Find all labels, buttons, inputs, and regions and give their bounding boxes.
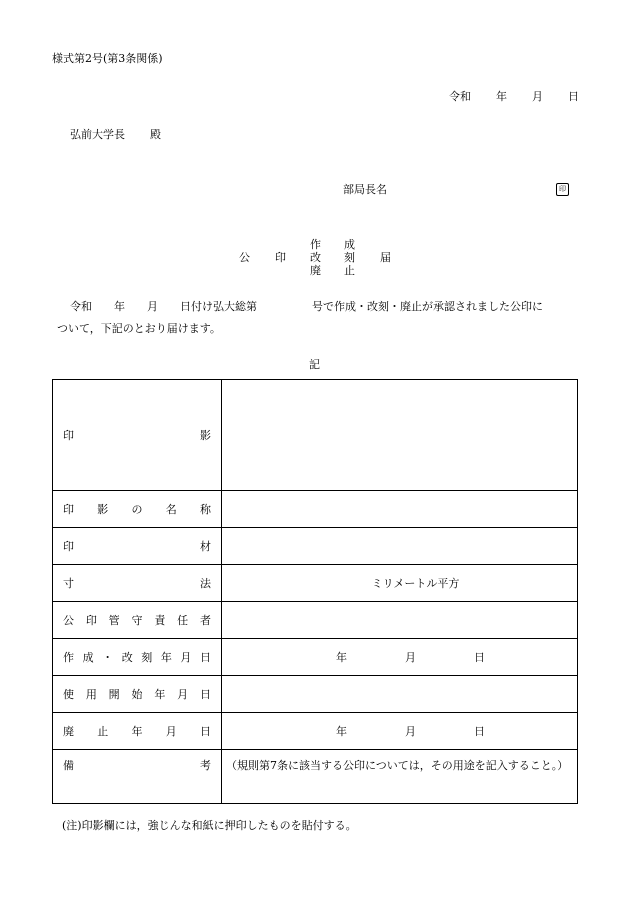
date-day: 日 (568, 90, 579, 103)
label-char: 刻 (141, 651, 153, 664)
custodian-field[interactable] (222, 602, 578, 639)
label-char: 成 (82, 651, 94, 664)
abolish-date-field[interactable] (222, 713, 578, 750)
title-char: 印 (275, 251, 286, 264)
remarks-instruction: （規則第7条に該当する公印については，その用途を記入すること。） (226, 759, 569, 772)
table-row (53, 639, 578, 676)
creation-date-field[interactable] (222, 639, 578, 676)
title-char: 刻 (344, 251, 355, 264)
dimensions-field[interactable] (222, 565, 578, 602)
label-char: 改 (121, 651, 133, 664)
body-line-2: ついて，下記のとおり届けます。 (57, 322, 221, 335)
row-label-dimensions (53, 565, 222, 602)
label-char: 日 (199, 651, 211, 664)
label-char: 公 (63, 614, 74, 627)
label-char: 年 (160, 651, 172, 664)
date-year-mark: 年 (336, 725, 347, 738)
row-label-custodian (53, 602, 222, 639)
table-row (53, 602, 578, 639)
label-char: 者 (199, 614, 211, 627)
label-char: 始 (131, 688, 143, 701)
title-char: 廃 (310, 264, 321, 277)
label-char: 印 (85, 614, 97, 627)
label-char: 名 (165, 503, 177, 516)
row-label-creation-date (53, 639, 222, 676)
row-label-seal-name (53, 491, 222, 528)
seal-impression-field[interactable] (222, 380, 578, 491)
seal-mark-text: 印 (556, 183, 569, 196)
row-label-seal-material (53, 528, 222, 565)
label-char: 材 (200, 540, 211, 553)
row-label-remarks (53, 750, 222, 804)
label-char: 月 (177, 688, 189, 701)
table-row (53, 528, 578, 565)
row-label-start-date (53, 676, 222, 713)
title-left (239, 249, 286, 265)
label-char: 印 (63, 540, 74, 553)
table-row (53, 491, 578, 528)
addressee-honorific: 殿 (150, 128, 161, 141)
label-char: 月 (165, 725, 177, 738)
label-char: 開 (108, 688, 120, 701)
label-char: 責 (154, 614, 166, 627)
label-char: 止 (97, 725, 109, 738)
label-char: 任 (177, 614, 189, 627)
date-line (449, 88, 579, 104)
label-char: 日 (199, 688, 211, 701)
title-char: 作 (310, 238, 321, 251)
label-char: 影 (97, 503, 109, 516)
date-year: 年 (496, 90, 507, 103)
label-char: ・ (102, 651, 114, 664)
title-char: 改 (310, 251, 321, 264)
date-day-mark: 日 (474, 651, 485, 664)
addressee-name: 弘前大学長 (70, 128, 125, 141)
table-row (53, 380, 578, 491)
seal-detail-table (52, 379, 578, 804)
date-day-mark: 日 (474, 725, 485, 738)
seal-material-field[interactable] (222, 528, 578, 565)
label-char: 廃 (63, 725, 74, 738)
addressee (70, 126, 161, 142)
title-right: 届 (380, 251, 391, 264)
label-char: 寸 (63, 577, 74, 590)
label-char: 管 (108, 614, 120, 627)
label-char: 影 (200, 429, 211, 442)
label-char: 日 (200, 725, 211, 738)
date-era: 令和 (449, 90, 471, 103)
date-month-mark: 月 (405, 725, 416, 738)
label-char: 備 (63, 759, 74, 772)
title-char: 成 (344, 238, 355, 251)
title-char: 止 (344, 264, 355, 277)
table-row (53, 565, 578, 602)
label-char: 守 (131, 614, 143, 627)
label-char: 用 (85, 688, 97, 701)
body-line-1: 令和 年 月 日付け弘大総第 号で作成・改刻・廃止が承認されました公印に (70, 300, 543, 313)
label-char: 作 (63, 651, 74, 664)
label-char: 使 (63, 688, 74, 701)
title-char: 公 (239, 251, 250, 264)
remarks-field[interactable] (222, 750, 578, 804)
footnote: (注)印影欄には，強じんな和紙に押印したものを貼付する。 (62, 819, 357, 832)
date-month-mark: 月 (405, 651, 416, 664)
label-char: 印 (63, 503, 74, 516)
row-label-abolish-date (53, 713, 222, 750)
date-year-mark: 年 (336, 651, 347, 664)
label-char: の (131, 503, 143, 516)
label-char: 称 (200, 503, 211, 516)
seal-name-field[interactable] (222, 491, 578, 528)
label-char: 法 (200, 577, 211, 590)
date-month: 月 (532, 90, 543, 103)
form-number: 様式第2号(第3条関係) (52, 52, 163, 65)
label-char: 年 (154, 688, 166, 701)
table-row (53, 713, 578, 750)
row-label-seal-impression (53, 380, 222, 491)
label-char: 月 (180, 651, 192, 664)
title-option-abolish (310, 262, 355, 278)
ki-heading: 記 (309, 358, 320, 371)
dimensions-unit: ミリメートル平方 (371, 577, 460, 590)
label-char: 考 (200, 759, 211, 772)
start-date-field[interactable] (222, 676, 578, 713)
label-char: 年 (131, 725, 143, 738)
seal-mark (556, 181, 569, 196)
table-row (53, 750, 578, 804)
sender-name-label: 部局長名 (343, 183, 387, 196)
table-row (53, 676, 578, 713)
label-char: 印 (63, 429, 74, 442)
